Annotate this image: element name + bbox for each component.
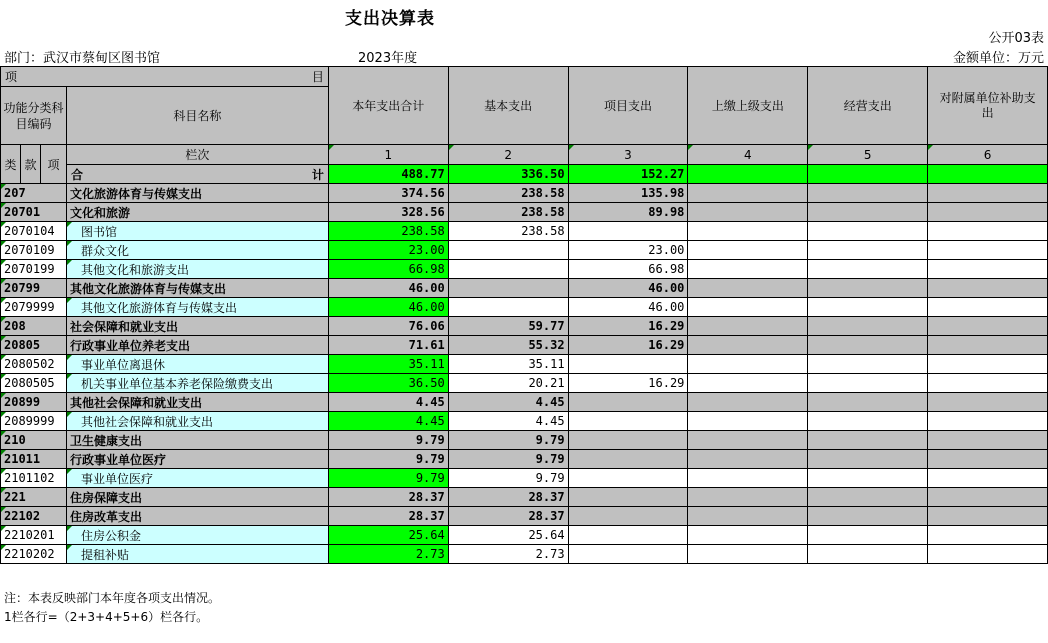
row-subject-name: 住房保障支出 bbox=[66, 488, 328, 507]
row-value-1: 71.61 bbox=[328, 336, 448, 355]
col-header-5: 经营支出 bbox=[808, 67, 928, 145]
row-value-4 bbox=[688, 545, 808, 564]
func-code-header bbox=[1, 87, 67, 145]
row-code: 2070109 bbox=[1, 241, 67, 260]
row-code: 221 bbox=[1, 488, 67, 507]
row-value-3: 16.29 bbox=[568, 336, 688, 355]
row-code: 2080505 bbox=[1, 374, 67, 393]
row-value-6 bbox=[928, 203, 1048, 222]
row-value-6 bbox=[928, 545, 1048, 564]
row-value-3: 16.29 bbox=[568, 317, 688, 336]
total-value-3: 152.27 bbox=[568, 165, 688, 184]
row-value-4 bbox=[688, 393, 808, 412]
table-row bbox=[1, 488, 1048, 507]
expenditure-table bbox=[0, 66, 1048, 564]
row-value-6 bbox=[928, 336, 1048, 355]
row-value-2: 2.73 bbox=[448, 545, 568, 564]
row-value-3: 23.00 bbox=[568, 241, 688, 260]
row-value-5 bbox=[808, 355, 928, 374]
table-row bbox=[1, 507, 1048, 526]
row-value-6 bbox=[928, 374, 1048, 393]
row-value-4 bbox=[688, 355, 808, 374]
row-value-6 bbox=[928, 507, 1048, 526]
table-number: 公开03表 bbox=[988, 31, 1044, 46]
header-xiang-mu bbox=[1, 67, 329, 87]
row-value-6 bbox=[928, 184, 1048, 203]
row-value-4 bbox=[688, 260, 808, 279]
row-code: 2101102 bbox=[1, 469, 67, 488]
row-subject-name: 群众文化 bbox=[66, 241, 328, 260]
row-value-2: 28.37 bbox=[448, 488, 568, 507]
lei-header: 类 bbox=[1, 145, 21, 184]
row-code: 207 bbox=[1, 184, 67, 203]
page-title: 支出决算表 bbox=[345, 9, 435, 29]
row-subject-name: 事业单位医疗 bbox=[66, 469, 328, 488]
row-value-6 bbox=[928, 526, 1048, 545]
row-value-5 bbox=[808, 488, 928, 507]
row-value-3 bbox=[568, 431, 688, 450]
row-subject-name: 文化和旅游 bbox=[66, 203, 328, 222]
row-value-6 bbox=[928, 450, 1048, 469]
table-row bbox=[1, 241, 1048, 260]
row-value-5 bbox=[808, 260, 928, 279]
row-subject-name: 其他社会保障和就业支出 bbox=[66, 412, 328, 431]
row-value-3 bbox=[568, 412, 688, 431]
row-value-2: 28.37 bbox=[448, 507, 568, 526]
row-code: 2070104 bbox=[1, 222, 67, 241]
row-value-1: 9.79 bbox=[328, 431, 448, 450]
row-value-4 bbox=[688, 412, 808, 431]
header-xiang: 项 bbox=[5, 70, 18, 84]
row-value-4 bbox=[688, 526, 808, 545]
row-value-1: 35.11 bbox=[328, 355, 448, 374]
row-value-1: 9.79 bbox=[328, 450, 448, 469]
row-value-5 bbox=[808, 279, 928, 298]
row-code: 20799 bbox=[1, 279, 67, 298]
table-row bbox=[1, 450, 1048, 469]
row-value-2: 9.79 bbox=[448, 431, 568, 450]
row-value-2: 55.32 bbox=[448, 336, 568, 355]
row-value-4 bbox=[688, 431, 808, 450]
row-value-1: 25.64 bbox=[328, 526, 448, 545]
table-row bbox=[1, 298, 1048, 317]
table-row bbox=[1, 393, 1048, 412]
table-row bbox=[1, 374, 1048, 393]
row-value-6 bbox=[928, 260, 1048, 279]
row-value-1: 2.73 bbox=[328, 545, 448, 564]
row-value-2: 4.45 bbox=[448, 393, 568, 412]
row-value-2 bbox=[448, 260, 568, 279]
table-row bbox=[1, 526, 1048, 545]
row-value-6 bbox=[928, 412, 1048, 431]
row-code: 2070199 bbox=[1, 260, 67, 279]
row-value-5 bbox=[808, 336, 928, 355]
row-value-2 bbox=[448, 279, 568, 298]
row-value-3: 16.29 bbox=[568, 374, 688, 393]
row-value-6 bbox=[928, 355, 1048, 374]
row-value-3 bbox=[568, 355, 688, 374]
row-value-3: 89.98 bbox=[568, 203, 688, 222]
row-value-4 bbox=[688, 488, 808, 507]
row-value-1: 23.00 bbox=[328, 241, 448, 260]
row-value-1: 46.00 bbox=[328, 279, 448, 298]
col-num-3: 3 bbox=[568, 145, 688, 165]
note-2: 1栏各行=（2+3+4+5+6）栏各行。 bbox=[4, 610, 209, 624]
row-value-3 bbox=[568, 450, 688, 469]
row-value-1: 28.37 bbox=[328, 507, 448, 526]
row-value-5 bbox=[808, 184, 928, 203]
total-he: 合 bbox=[70, 167, 83, 182]
row-code: 2080502 bbox=[1, 355, 67, 374]
row-code: 20701 bbox=[1, 203, 67, 222]
row-subject-name: 提租补贴 bbox=[66, 545, 328, 564]
row-value-4 bbox=[688, 469, 808, 488]
row-subject-name: 行政事业单位养老支出 bbox=[66, 336, 328, 355]
table-row bbox=[1, 317, 1048, 336]
row-value-2: 9.79 bbox=[448, 450, 568, 469]
row-value-3 bbox=[568, 488, 688, 507]
row-value-4 bbox=[688, 374, 808, 393]
row-subject-name: 其他社会保障和就业支出 bbox=[66, 393, 328, 412]
row-subject-name: 住房公积金 bbox=[66, 526, 328, 545]
row-value-6 bbox=[928, 298, 1048, 317]
row-value-3 bbox=[568, 507, 688, 526]
row-value-2: 4.45 bbox=[448, 412, 568, 431]
col-header-3: 项目支出 bbox=[568, 67, 688, 145]
row-subject-name: 其他文化旅游体育与传媒支出 bbox=[66, 279, 328, 298]
row-code: 2089999 bbox=[1, 412, 67, 431]
row-value-2: 9.79 bbox=[448, 469, 568, 488]
col-num-4: 4 bbox=[688, 145, 808, 165]
row-subject-name: 机关事业单位基本养老保险缴费支出 bbox=[66, 374, 328, 393]
row-value-4 bbox=[688, 279, 808, 298]
xiang2-header: 项 bbox=[40, 145, 66, 184]
table-row bbox=[1, 545, 1048, 564]
note-1: 注：本表反映部门本年度各项支出情况。 bbox=[4, 591, 221, 605]
row-value-6 bbox=[928, 222, 1048, 241]
table-row bbox=[1, 469, 1048, 488]
col-header-6 bbox=[928, 67, 1048, 145]
row-value-5 bbox=[808, 317, 928, 336]
unit-label: 金额单位：万元 bbox=[952, 51, 1044, 66]
row-value-5 bbox=[808, 298, 928, 317]
row-value-1: 374.56 bbox=[328, 184, 448, 203]
row-value-3: 46.00 bbox=[568, 298, 688, 317]
row-subject-name: 图书馆 bbox=[66, 222, 328, 241]
row-value-1: 28.37 bbox=[328, 488, 448, 507]
row-value-1: 36.50 bbox=[328, 374, 448, 393]
row-value-4 bbox=[688, 203, 808, 222]
row-value-4 bbox=[688, 450, 808, 469]
row-value-6 bbox=[928, 393, 1048, 412]
table-row bbox=[1, 222, 1048, 241]
row-value-2: 20.21 bbox=[448, 374, 568, 393]
row-value-3 bbox=[568, 393, 688, 412]
table-row bbox=[1, 260, 1048, 279]
row-value-3: 66.98 bbox=[568, 260, 688, 279]
table-row bbox=[1, 279, 1048, 298]
row-value-3 bbox=[568, 469, 688, 488]
row-subject-name: 文化旅游体育与传媒支出 bbox=[66, 184, 328, 203]
total-value-2: 336.50 bbox=[448, 165, 568, 184]
table-row bbox=[1, 412, 1048, 431]
col-header-4: 上缴上级支出 bbox=[688, 67, 808, 145]
row-value-3: 135.98 bbox=[568, 184, 688, 203]
row-value-1: 76.06 bbox=[328, 317, 448, 336]
row-subject-name: 住房改革支出 bbox=[66, 507, 328, 526]
header-mu: 目 bbox=[311, 70, 324, 84]
table-row bbox=[1, 203, 1048, 222]
row-value-6 bbox=[928, 431, 1048, 450]
row-value-2: 238.58 bbox=[448, 203, 568, 222]
row-value-5 bbox=[808, 374, 928, 393]
row-value-5 bbox=[808, 431, 928, 450]
row-value-1: 46.00 bbox=[328, 298, 448, 317]
row-value-1: 238.58 bbox=[328, 222, 448, 241]
subject-name-header: 科目名称 bbox=[66, 87, 328, 145]
total-value-5 bbox=[808, 165, 928, 184]
row-value-5 bbox=[808, 469, 928, 488]
total-value-1: 488.77 bbox=[328, 165, 448, 184]
kuan-header: 款 bbox=[20, 145, 40, 184]
row-code: 22102 bbox=[1, 507, 67, 526]
row-value-2: 59.77 bbox=[448, 317, 568, 336]
row-value-5 bbox=[808, 412, 928, 431]
row-code: 2210202 bbox=[1, 545, 67, 564]
row-subject-name: 其他文化和旅游支出 bbox=[66, 260, 328, 279]
row-value-2: 238.58 bbox=[448, 184, 568, 203]
row-value-6 bbox=[928, 488, 1048, 507]
col-num-1: 1 bbox=[328, 145, 448, 165]
row-value-1: 4.45 bbox=[328, 412, 448, 431]
row-subject-name: 事业单位离退休 bbox=[66, 355, 328, 374]
row-value-6 bbox=[928, 317, 1048, 336]
row-value-6 bbox=[928, 279, 1048, 298]
total-value-4 bbox=[688, 165, 808, 184]
row-value-2: 238.58 bbox=[448, 222, 568, 241]
row-value-5 bbox=[808, 241, 928, 260]
year-label: 2023年度 bbox=[358, 51, 418, 66]
row-value-3: 46.00 bbox=[568, 279, 688, 298]
lanci-header: 栏次 bbox=[66, 145, 328, 165]
row-value-5 bbox=[808, 526, 928, 545]
row-value-4 bbox=[688, 298, 808, 317]
department-label: 部门：武汉市蔡甸区图书馆 bbox=[4, 51, 161, 66]
col-num-5: 5 bbox=[808, 145, 928, 165]
row-code: 2079999 bbox=[1, 298, 67, 317]
col-num-6: 6 bbox=[928, 145, 1048, 165]
row-value-3 bbox=[568, 545, 688, 564]
table-row bbox=[1, 431, 1048, 450]
row-value-4 bbox=[688, 222, 808, 241]
row-subject-name: 社会保障和就业支出 bbox=[66, 317, 328, 336]
row-value-5 bbox=[808, 393, 928, 412]
col-num-2: 2 bbox=[448, 145, 568, 165]
table-row bbox=[1, 355, 1048, 374]
row-code: 21011 bbox=[1, 450, 67, 469]
row-value-4 bbox=[688, 507, 808, 526]
row-value-1: 4.45 bbox=[328, 393, 448, 412]
row-value-1: 328.56 bbox=[328, 203, 448, 222]
row-code: 20805 bbox=[1, 336, 67, 355]
row-value-3 bbox=[568, 526, 688, 545]
total-ji: 计 bbox=[311, 167, 324, 182]
row-code: 20899 bbox=[1, 393, 67, 412]
table-row bbox=[1, 336, 1048, 355]
row-value-4 bbox=[688, 184, 808, 203]
col-header-6-label: 对附属单位补助支出 bbox=[939, 90, 1036, 120]
func-code-label: 功能分类科目编码 bbox=[3, 100, 64, 131]
total-label bbox=[66, 165, 328, 184]
row-subject-name: 其他文化旅游体育与传媒支出 bbox=[66, 298, 328, 317]
col-header-1: 本年支出合计 bbox=[328, 67, 448, 145]
row-value-2: 25.64 bbox=[448, 526, 568, 545]
row-value-2 bbox=[448, 241, 568, 260]
row-value-5 bbox=[808, 222, 928, 241]
row-value-2: 35.11 bbox=[448, 355, 568, 374]
row-subject-name: 卫生健康支出 bbox=[66, 431, 328, 450]
row-value-5 bbox=[808, 545, 928, 564]
row-value-5 bbox=[808, 203, 928, 222]
total-value-6 bbox=[928, 165, 1048, 184]
row-value-5 bbox=[808, 450, 928, 469]
row-value-4 bbox=[688, 241, 808, 260]
row-value-4 bbox=[688, 336, 808, 355]
row-value-3 bbox=[568, 222, 688, 241]
row-value-6 bbox=[928, 469, 1048, 488]
row-code: 208 bbox=[1, 317, 67, 336]
row-value-1: 66.98 bbox=[328, 260, 448, 279]
row-value-6 bbox=[928, 241, 1048, 260]
table-row bbox=[1, 184, 1048, 203]
row-code: 210 bbox=[1, 431, 67, 450]
col-header-2: 基本支出 bbox=[448, 67, 568, 145]
row-value-4 bbox=[688, 317, 808, 336]
row-value-5 bbox=[808, 507, 928, 526]
row-value-1: 9.79 bbox=[328, 469, 448, 488]
row-value-2 bbox=[448, 298, 568, 317]
row-code: 2210201 bbox=[1, 526, 67, 545]
row-subject-name: 行政事业单位医疗 bbox=[66, 450, 328, 469]
